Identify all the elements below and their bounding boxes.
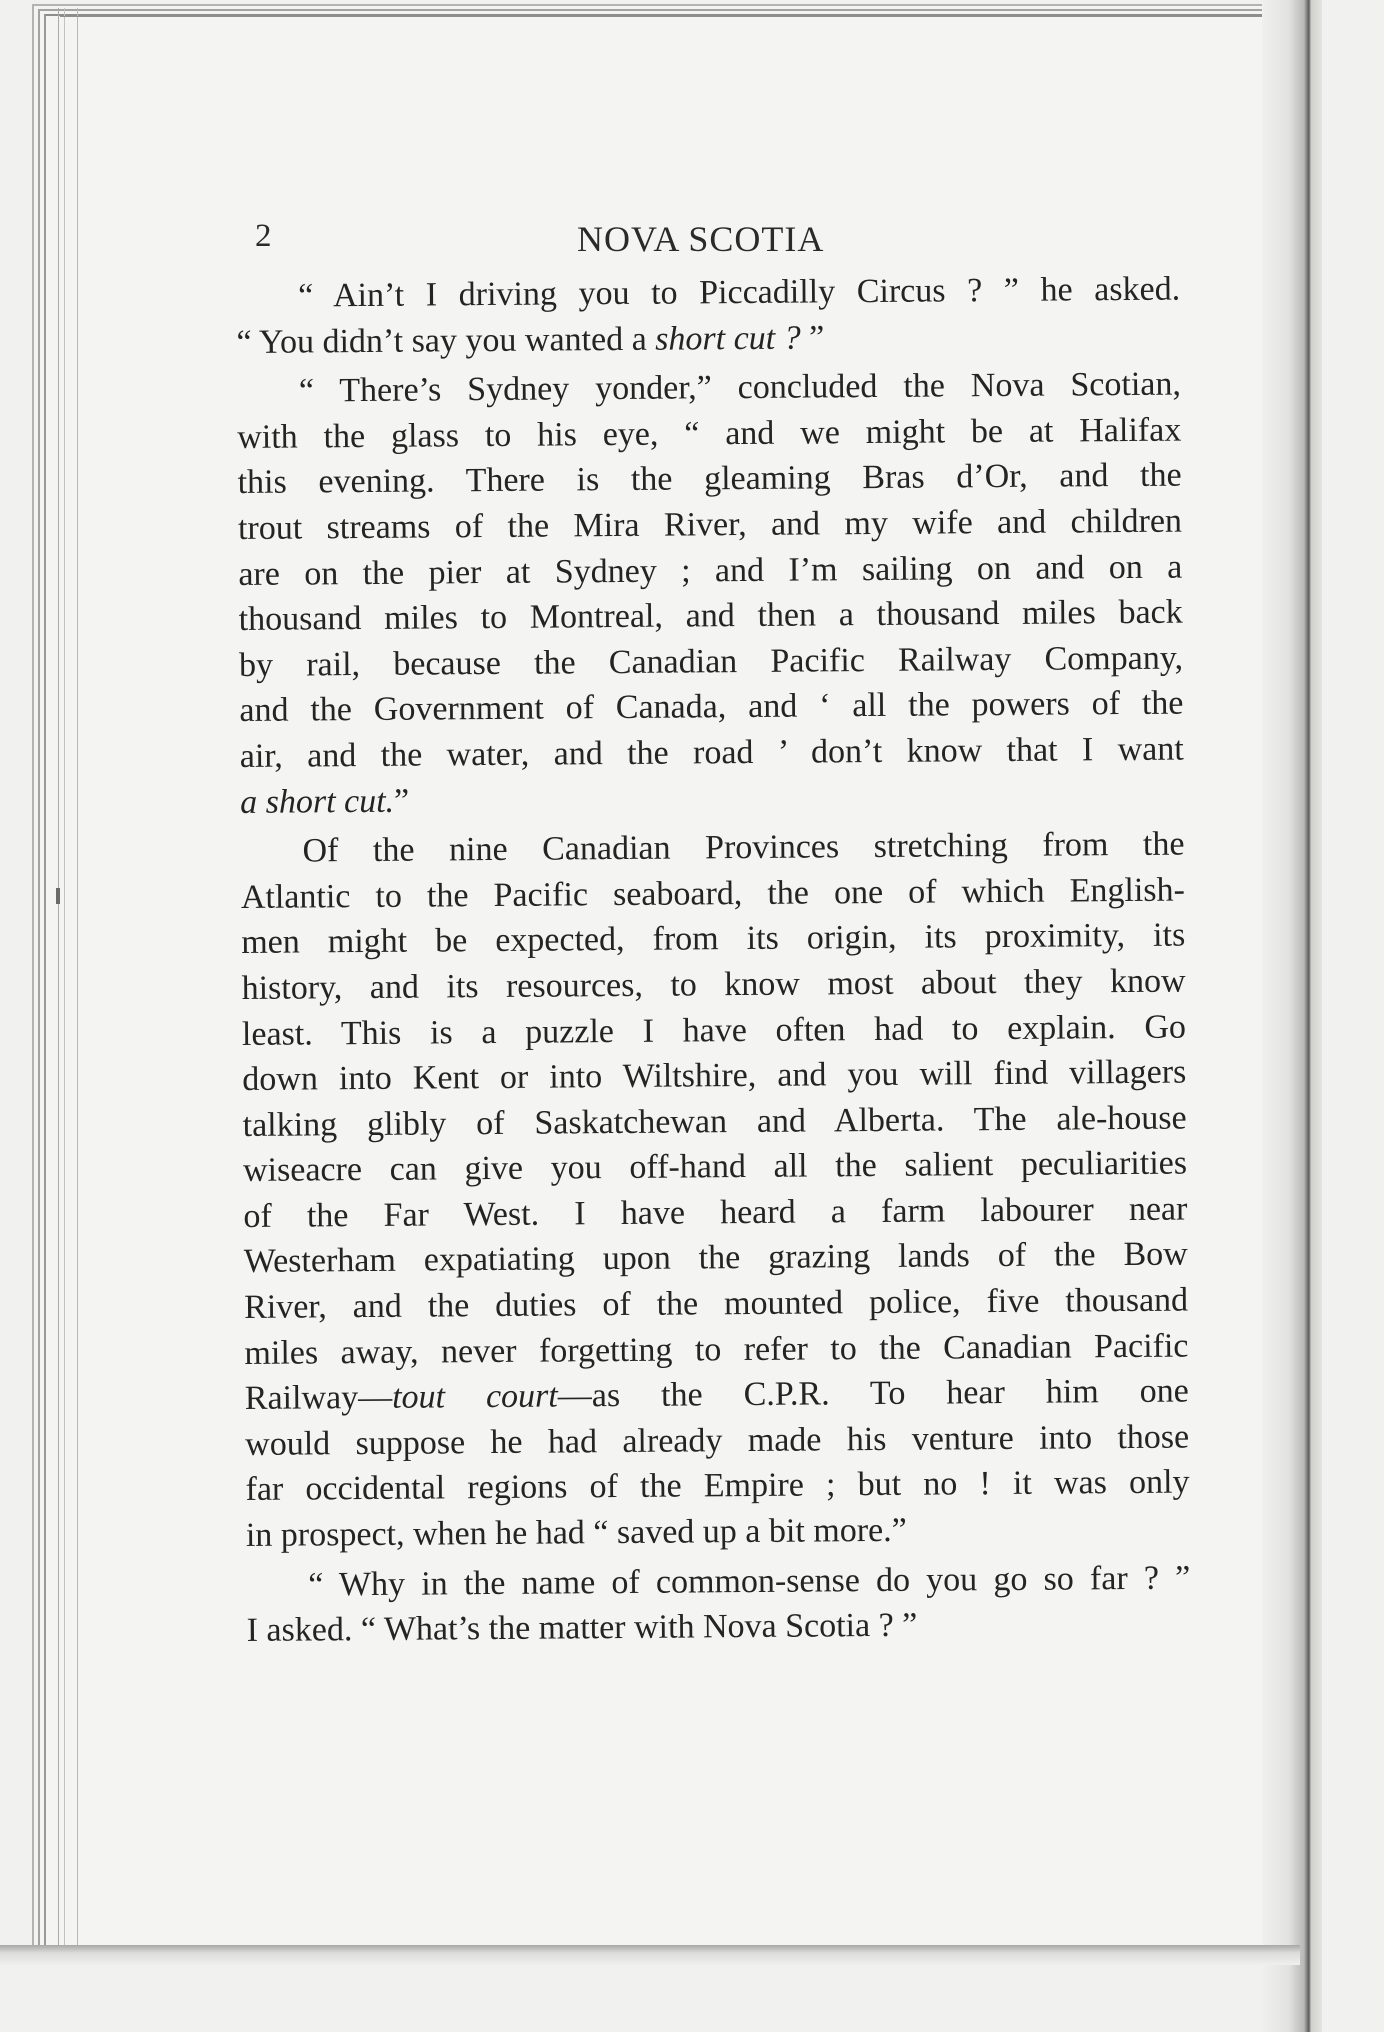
text-line (244, 1278, 1188, 1331)
text-segment: history, and its resources, to know most about they know (241, 962, 1186, 1007)
text-line (244, 1323, 1188, 1376)
book-spine-shadow (1262, 0, 1322, 2032)
body-text (236, 267, 1191, 1658)
italic-text: short cut ? (655, 319, 801, 358)
text-line (245, 1369, 1189, 1422)
text-line (241, 913, 1185, 966)
text-line (236, 312, 1180, 365)
text-line (246, 1601, 1190, 1654)
text-line (245, 1460, 1189, 1513)
text-line (238, 499, 1182, 552)
text-line (239, 590, 1183, 643)
text-line (238, 544, 1182, 597)
text-line (241, 867, 1185, 920)
page-bottom-edge (0, 1945, 1300, 1965)
text-segment: “ There’s Sydney yonder,” concluded the Nova Scotian, (298, 365, 1182, 410)
text-line (237, 407, 1181, 460)
text-line (240, 727, 1184, 780)
text-segment: this evening. There is the gleaming Bras d’Or, and the (237, 456, 1182, 502)
paragraph (237, 362, 1185, 825)
text-line (244, 1232, 1188, 1285)
text-segment: air, and the water, and the road ’ don’t know that I want (239, 730, 1184, 775)
text-segment: down into Kent or into Wiltshire, and you will find villagers (242, 1053, 1187, 1099)
text-line (241, 958, 1185, 1011)
text-segment: talking glibly of Saskatchewan and Alberta. The ale-house (242, 1099, 1187, 1144)
text-segment: far occidental regions of the Empire ; but no ! it was only (245, 1463, 1190, 1509)
running-head: NOVA SCOTIA (577, 219, 825, 259)
text-line (246, 1555, 1190, 1608)
text-line (236, 267, 1180, 320)
text-segment: I asked. “ What’s the matter with Nova Scotia ? ” (246, 1606, 918, 1650)
text-segment: Railway— (244, 1379, 393, 1418)
text-segment: trout streams of the Mira River, and my wife and children (237, 502, 1183, 547)
page-number: 2 (255, 218, 272, 254)
text-line (245, 1414, 1189, 1467)
text-segment: Atlantic to the Pacific seaboard, the one of which English- (240, 871, 1186, 916)
page-edge-inner (64, 8, 71, 1953)
text-line (239, 635, 1183, 688)
page-header (0, 218, 1384, 268)
text-segment: River, and the duties of the mounted police, five thousand (243, 1281, 1189, 1327)
text-line (243, 1141, 1187, 1194)
text-line (237, 362, 1181, 415)
text-line (240, 772, 1184, 825)
text-segment: men might be expected, from its origin, its proximity, its (241, 916, 1186, 962)
text-segment: “ Ain’t I driving you to Piccadilly Circus ? ” he asked. (298, 270, 1181, 315)
text-segment: and the Government of Canada, and ‘ all the powers of the (239, 684, 1184, 730)
text-segment: are on the pier at Sydney ; and I’m sailing on and on a (238, 548, 1183, 593)
text-segment: with the glass to his eye, “ and we might be at Halifax (237, 411, 1182, 456)
text-line (243, 1186, 1187, 1239)
text-line (237, 453, 1181, 506)
text-line (239, 681, 1183, 734)
italic-text: a short cut. (240, 782, 395, 821)
text-segment: by rail, because the Canadian Pacific Railway Company, (238, 639, 1184, 684)
text-segment: Of the nine Canadian Provinces stretching from the (302, 825, 1185, 870)
paragraph (240, 822, 1190, 1559)
text-segment: ” (393, 782, 410, 820)
text-segment: “ Why in the name of common-sense do you go so far ? ” (308, 1559, 1191, 1604)
text-segment: miles away, never forgetting to refer to the Canadian Pacific (244, 1327, 1189, 1372)
text-line (246, 1506, 1190, 1559)
text-segment: would suppose he had already made his venture into those (245, 1418, 1190, 1463)
text-segment: “ You didn’t say you wanted a (236, 320, 656, 361)
text-line (242, 1050, 1186, 1103)
text-segment: Westerham expatiating upon the grazing lands of the Bow (243, 1236, 1188, 1281)
text-segment: wiseacre can give you off-hand all the salient peculiarities (242, 1144, 1188, 1190)
text-segment: least. This is a puzzle I have often had to explain. Go (241, 1008, 1187, 1053)
text-segment: in prospect, when he had “ saved up a bit more.” (245, 1511, 907, 1554)
text-segment: thousand miles to Montreal, and then a thousand miles back (238, 593, 1183, 639)
text-line (240, 822, 1184, 875)
text-segment: ” (800, 318, 825, 357)
text-line (243, 1095, 1187, 1148)
italic-text: tout court (391, 1377, 558, 1417)
paragraph (246, 1555, 1191, 1654)
text-line (242, 1004, 1186, 1057)
paragraph (236, 267, 1181, 366)
page-top-edge (60, 16, 1280, 17)
text-segment: —as the C.P.R. To hear him one (557, 1372, 1189, 1415)
margin-mark (56, 888, 60, 904)
text-segment: of the Far West. I have heard a farm labourer near (243, 1190, 1188, 1235)
